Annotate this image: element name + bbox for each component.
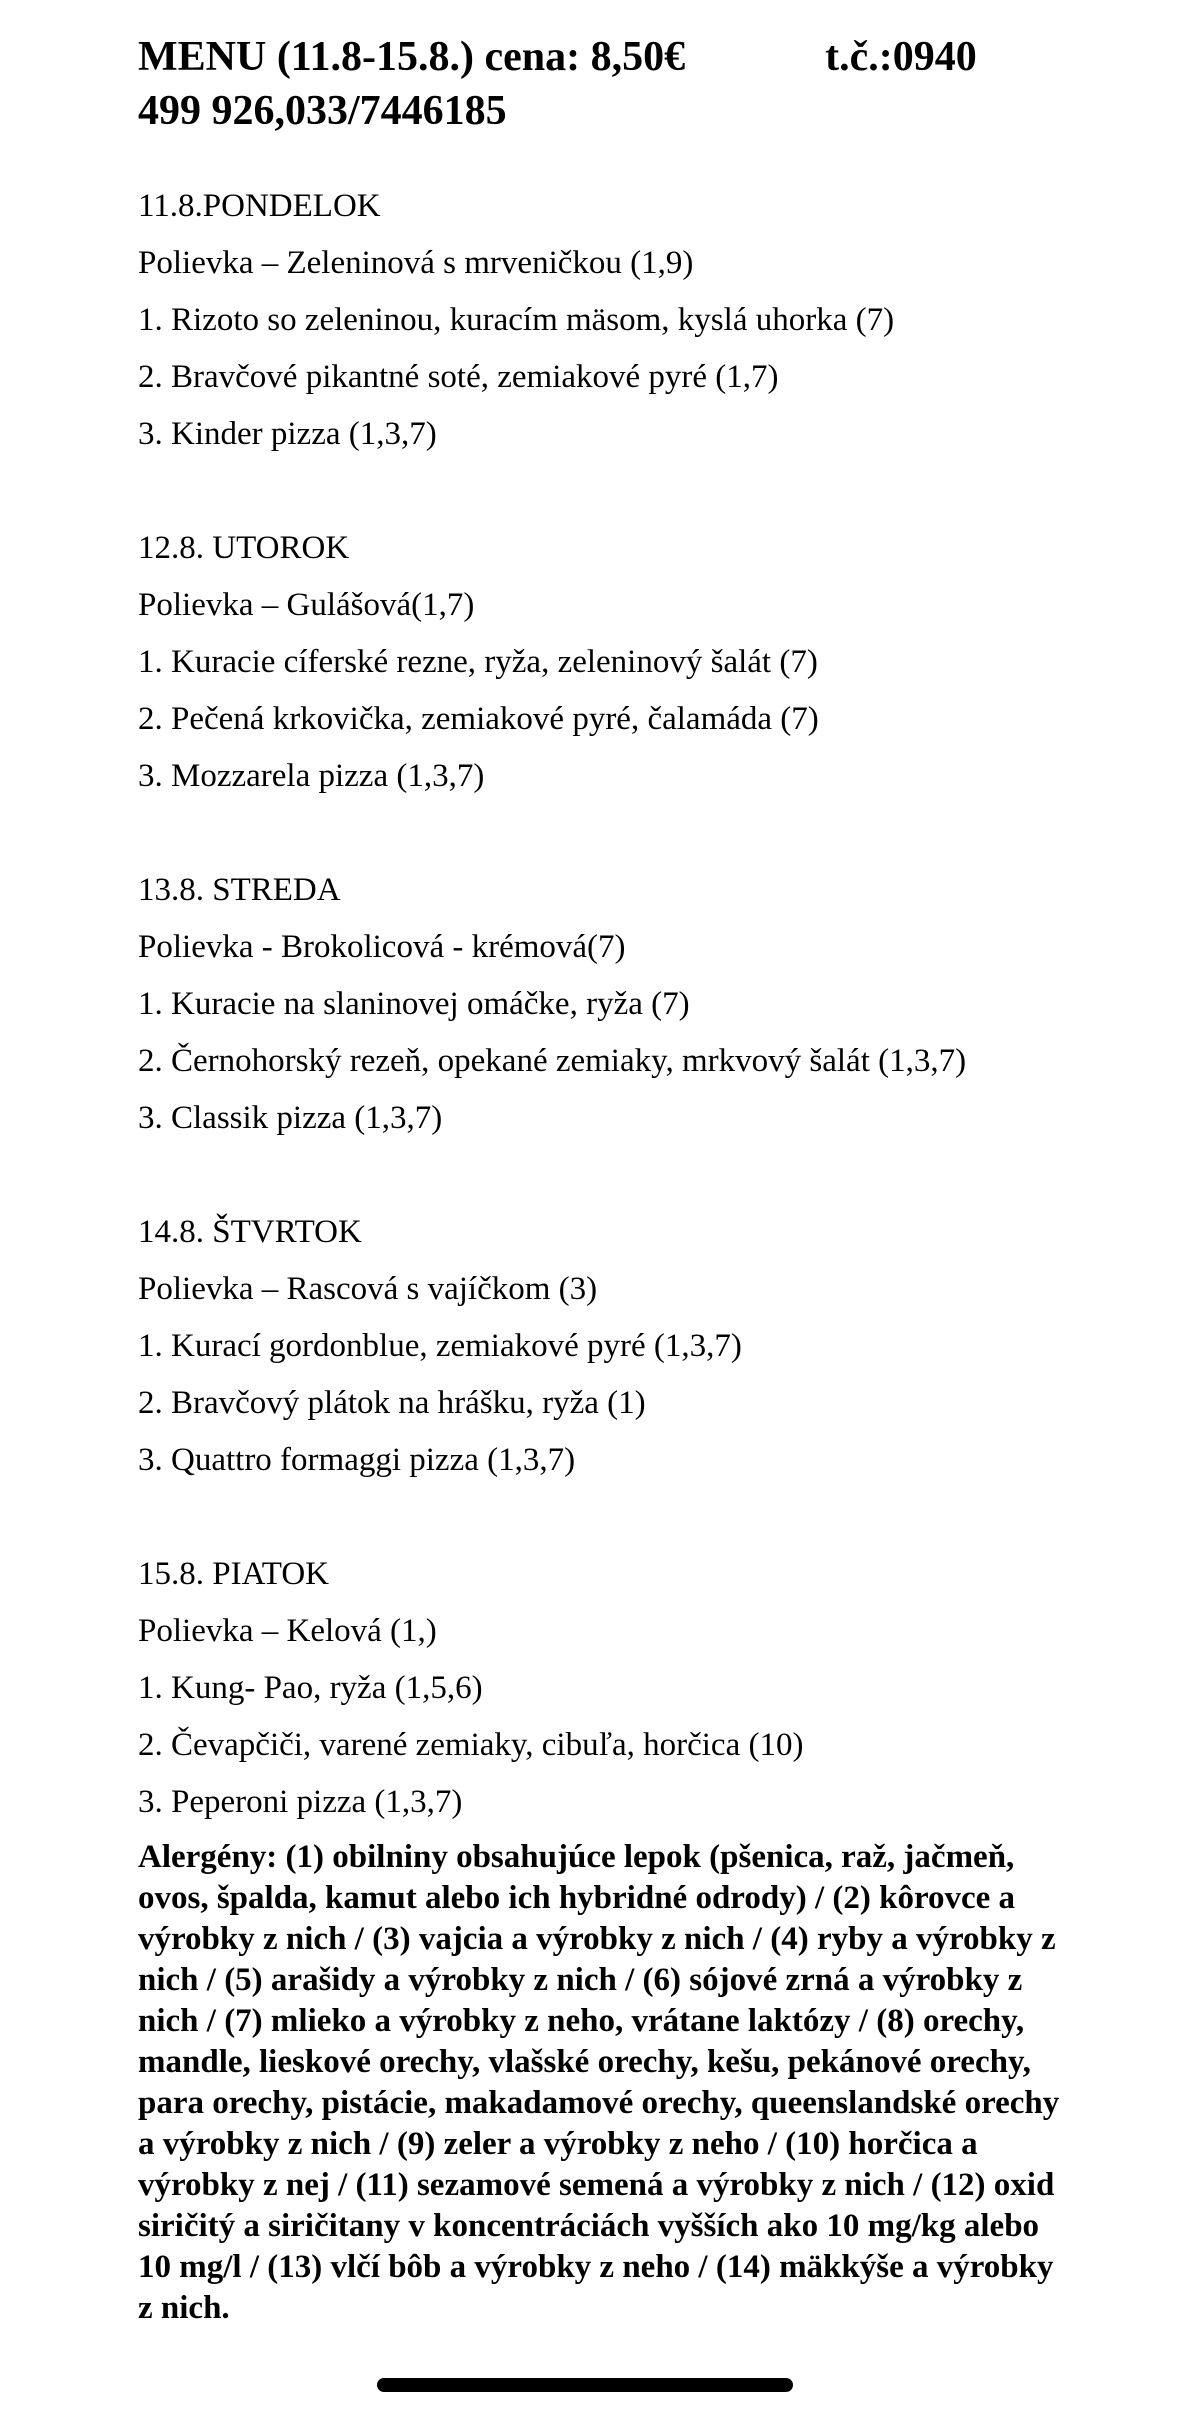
menu-document <box>138 30 1078 2329</box>
meal-item-3: 3. Quattro formaggi pizza (1,3,7) <box>138 1442 576 1478</box>
day-tuesday <box>138 520 1078 805</box>
day-monday <box>138 178 1078 463</box>
meal-item-2: 2. Bravčové pikantné soté, zemiakové pyré (1,7) <box>138 359 779 395</box>
day-title: 12.8. UTOROK <box>138 530 350 566</box>
day-title: 15.8. PIATOK <box>138 1556 329 1592</box>
day-friday <box>138 1546 1078 1831</box>
meal-item-2: 2. Černohorský rezeň, opekané zemiaky, mrkvový šalát (1,3,7) <box>138 1043 967 1079</box>
soup-item: Polievka – Rascová s vajíčkom (3) <box>138 1271 598 1307</box>
meal-item-1: 1. Kung- Pao, ryža (1,5,6) <box>138 1670 483 1706</box>
day-title: 14.8. ŠTVRTOK <box>138 1214 362 1250</box>
day-title: 11.8.PONDELOK <box>138 188 381 224</box>
meal-item-2: 2. Pečená krkovička, zemiakové pyré, čalamáda (7) <box>138 701 819 737</box>
meal-item-2: 2. Bravčový plátok na hrášku, ryža (1) <box>138 1385 646 1421</box>
meal-item-1: 1. Kuracie na slaninovej omáčke, ryža (7) <box>138 986 690 1022</box>
phone-prefix: t.č.:0940 <box>825 34 977 80</box>
menu-header <box>138 30 1078 138</box>
allergens-note: Alergény: (1) obilniny obsahujúce lepok (pšenica, raž, jačmeň, ovos, špalda, kamut alebo ich hybridné odrody) / (2) kôrovce a výrobky z nich / (3) vajcia a výrobky z nich / (4) ryby a výrobky z nich / (5) arašidy a výrobky z nich / (6) sójové zrná a výrobky z nich / (7) mlieko a výrobky z neho, vrátane laktózy / (8) orechy, mandle, lieskové orechy, vlašské orechy, kešu, pekánové orechy, para orechy, pistácie, makadamové orechy, queenslandské orechy a výrobky z nich / (9) zeler a výrobky z neho / (10) horčica a výrobky z nej / (11) sezamové semená a výrobky z nich / (12) oxid siričitý a siričitany v koncentráciách vyšších ako 10 mg/kg alebo 10 mg/l / (13) vlčí bôb a výrobky z neho / (14) mäkkýše a výrobky z nich. <box>138 1839 1060 2326</box>
meal-item-3: 3. Classik pizza (1,3,7) <box>138 1100 443 1136</box>
days-list <box>138 178 1078 1831</box>
home-indicator-bar[interactable] <box>377 2378 793 2392</box>
meal-item-3: 3. Peperoni pizza (1,3,7) <box>138 1784 463 1820</box>
phone-number-rest: 499 926,033/7446185 <box>138 88 507 134</box>
soup-item: Polievka – Kelová (1,) <box>138 1613 437 1649</box>
meal-item-1: 1. Kurací gordonblue, zemiakové pyré (1,3,7) <box>138 1328 742 1364</box>
meal-item-3: 3. Mozzarela pizza (1,3,7) <box>138 758 485 794</box>
meal-item-1: 1. Kuracie cíferské rezne, ryža, zeleninový šalát (7) <box>138 644 818 680</box>
menu-header-line-1 <box>138 30 1078 84</box>
meal-item-3: 3. Kinder pizza (1,3,7) <box>138 416 437 452</box>
day-title: 13.8. STREDA <box>138 872 341 908</box>
meal-item-1: 1. Rizoto so zeleninou, kuracím mäsom, kyslá uhorka (7) <box>138 302 895 338</box>
meal-item-2: 2. Čevapčiči, varené zemiaky, cibuľa, horčica (10) <box>138 1727 804 1763</box>
menu-title-price: MENU (11.8-15.8.) cena: 8,50€ <box>138 34 686 80</box>
day-wednesday <box>138 862 1078 1147</box>
soup-item: Polievka - Brokolicová - krémová(7) <box>138 929 626 965</box>
day-thursday <box>138 1204 1078 1489</box>
soup-item: Polievka – Zeleninová s mrveničkou (1,9) <box>138 245 694 281</box>
soup-item: Polievka – Gulášová(1,7) <box>138 587 475 623</box>
